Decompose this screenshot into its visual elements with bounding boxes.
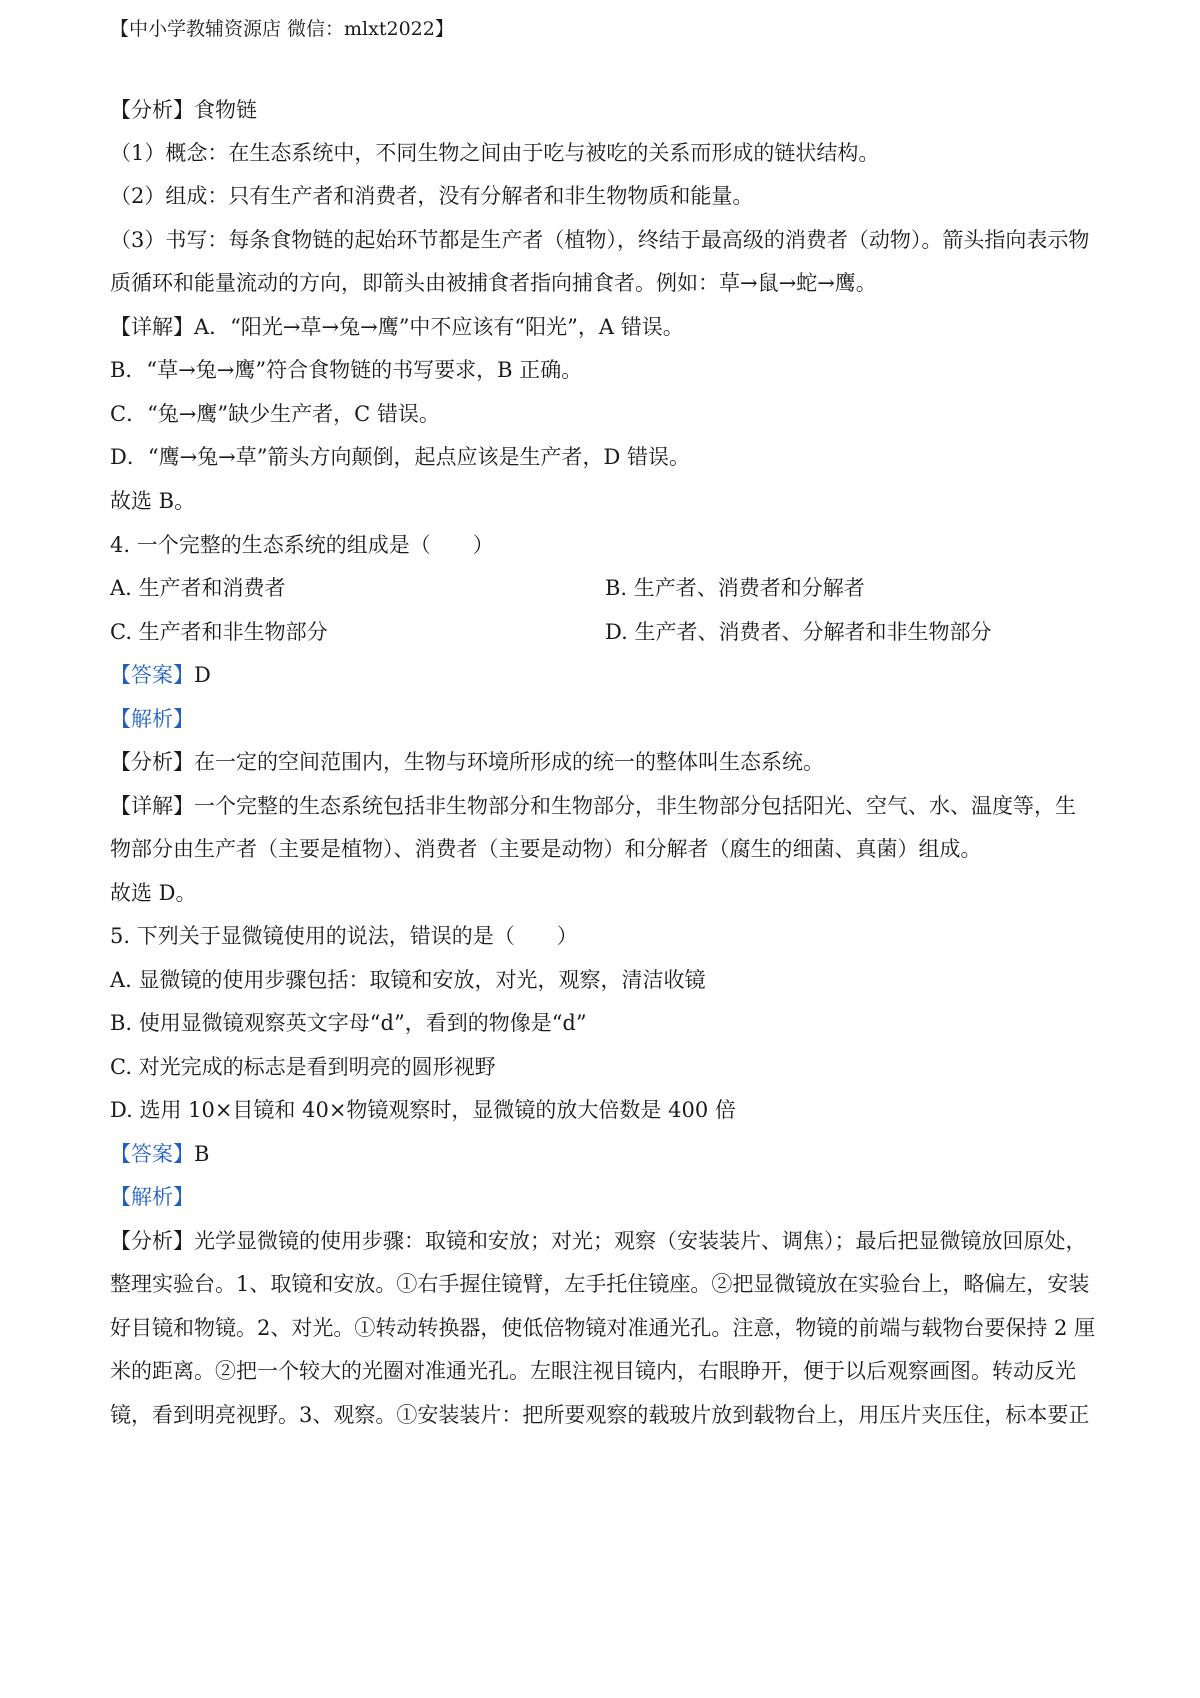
q3-writing-line2: 质循环和能量流动的方向，即箭头由被捕食者指向捕食者。例如：草→鼠→蛇→鹰。 — [110, 271, 877, 295]
answer-label: 【答案】 — [110, 663, 194, 687]
q5-option-c: C. 对光完成的标志是看到明亮的圆形视野 — [110, 1055, 496, 1079]
q4-analysis: 【分析】在一定的空间范围内，生物与环境所形成的统一的整体叫生态系统。 — [110, 750, 824, 774]
answer-value: B — [194, 1142, 210, 1166]
q3-composition: （2）组成：只有生产者和消费者，没有分解者和非生物物质和能量。 — [110, 184, 754, 208]
answer-label: 【答案】 — [110, 1142, 194, 1166]
q3-concept: （1）概念：在生态系统中，不同生物之间由于吃与被吃的关系而形成的链状结构。 — [110, 141, 880, 165]
q4-option-d: D. 生产者、消费者、分解者和非生物部分 — [605, 620, 992, 644]
q3-detail-c: C．“兔→鹰”缺少生产者，C 错误。 — [110, 402, 440, 426]
q4-option-c: C. 生产者和非生物部分 — [110, 620, 328, 644]
q5-analysis-line4: 米的距离。②把一个较大的光圈对准通光孔。左眼注视目镜内，右眼睁开，便于以后观察画图。转动反光 — [110, 1359, 1076, 1383]
q5-option-d: D. 选用 10×目镜和 40×物镜观察时，显微镜的放大倍数是 400 倍 — [110, 1098, 736, 1122]
q4-detail-line2: 物部分由生产者（主要是植物）、消费者（主要是动物）和分解者（腐生的细菌、真菌）组成。 — [110, 837, 982, 861]
q3-writing-line1: （3）书写：每条食物链的起始环节都是生产者（植物），终结于最高级的消费者（动物）。箭头指向表示物 — [110, 228, 1090, 252]
q5-option-a: A. 显微镜的使用步骤包括：取镜和安放，对光，观察，清洁收镜 — [110, 968, 706, 992]
q5-analysis-line5: 镜，看到明亮视野。3、观察。①安装装片：把所要观察的载玻片放到载物台上，用压片夹压住，标本要正 — [110, 1403, 1090, 1427]
q3-detail-b: B．“草→兔→鹰”符合食物链的书写要求，B 正确。 — [110, 358, 583, 382]
q3-choice: 故选 B。 — [110, 489, 196, 513]
q5-analysis-line2: 整理实验台。1、取镜和安放。①右手握住镜臂，左手托住镜座。②把显微镜放在实验台上，略偏左，安装 — [110, 1272, 1090, 1296]
q4-choice: 故选 D。 — [110, 881, 197, 905]
q5-analysis-line3: 好目镜和物镜。2、对光。①转动转换器，使低倍物镜对准通光孔。注意，物镜的前端与载物台要保持 2 厘 — [110, 1316, 1096, 1340]
q5-stem: 5. 下列关于显微镜使用的说法，错误的是（ ） — [110, 924, 578, 948]
q4-option-b: B. 生产者、消费者和分解者 — [605, 576, 865, 600]
q5-analysis-line1: 【分析】光学显微镜的使用步骤：取镜和安放；对光；观察（安装装片、调焦）；最后把显微镜放回原处， — [110, 1229, 1087, 1253]
q4-detail-line1: 【详解】一个完整的生态系统包括非生物部分和生物部分，非生物部分包括阳光、空气、水、温度等，生 — [110, 794, 1076, 818]
q5-answer — [110, 1139, 1100, 1169]
q5-option-b: B. 使用显微镜观察英文字母“d”，看到的物像是“d” — [110, 1011, 587, 1035]
answer-value: D — [194, 663, 211, 687]
q4-jiexi: 【解析】 — [110, 707, 194, 731]
page-header: 【中小学教辅资源店 微信：mlxt2022】 — [110, 18, 454, 40]
q3-detail-a: 【详解】A．“阳光→草→兔→鹰”中不应该有“阳光”，A 错误。 — [110, 315, 684, 339]
q3-detail-d: D．“鹰→兔→草”箭头方向颠倒，起点应该是生产者，D 错误。 — [110, 445, 691, 469]
q4-stem: 4. 一个完整的生态系统的组成是（ ） — [110, 533, 494, 557]
q3-analysis-title: 【分析】食物链 — [110, 98, 257, 122]
q4-option-a: A. 生产者和消费者 — [110, 576, 286, 600]
q4-answer — [110, 660, 1100, 690]
q5-jiexi: 【解析】 — [110, 1185, 194, 1209]
